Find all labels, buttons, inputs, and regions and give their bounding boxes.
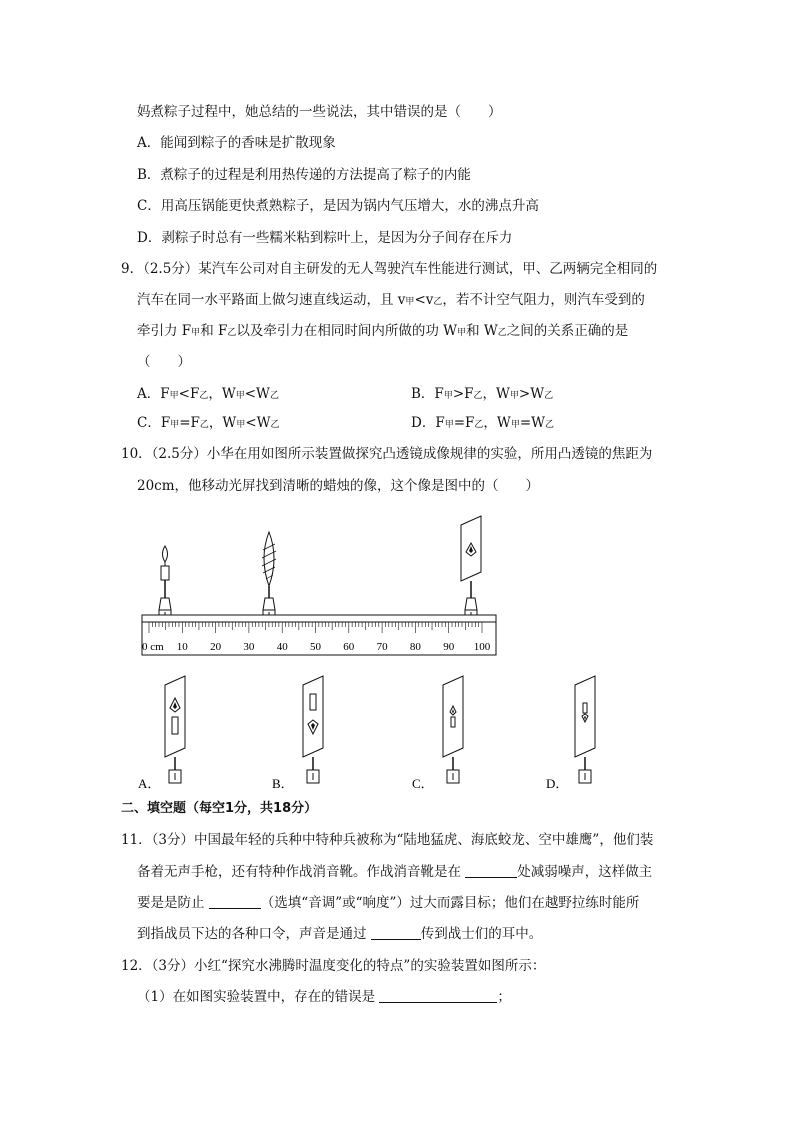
q9-stem-line3: 牵引力 F甲和 F乙以及牵引力在相同时间内所做的功 W甲和 W乙之间的关系正确的是 [137,323,629,339]
answer-blank-1[interactable] [465,863,517,878]
ruler-label: 50 [310,641,321,653]
convex-lens [262,532,276,620]
q8-option-b: B．煮粽子的过程是利用热传递的方法提高了粽子的内能 [137,167,471,183]
q11-stem-line2: 备着无声手枪，还有特种作战消音靴。作战消音靴是在 处减弱噪声，这样做主 [137,864,653,880]
q9-option-d: D．F甲=F乙，W甲=W乙 [411,415,555,431]
answer-blank-4[interactable] [379,988,497,1003]
ruler-label: 0 cm [142,641,164,653]
answer-option-figures [130,670,610,795]
q9-option-c: C．F甲=F乙，W甲<W乙 [137,415,280,431]
q9-stem-line1: 9．（2.5分）某汽车公司对自主研发的无人驾驶汽车性能进行测试，甲、乙两辆完全相同的 [121,261,658,277]
q11-stem-line3: 要是是防止 （选填“音调”或“响度”）过大而露目标；他们在越野拉练时能所 [137,895,640,911]
option-c-figure [443,676,463,783]
option-b-figure [303,676,323,783]
q9-stem-line4: （ ） [137,354,191,370]
q8-stem-continuation: 妈煮粽子过程中，她总结的一些说法，其中错误的是（ ） [137,104,502,120]
light-screen [461,516,481,620]
ruler-label: 10 [176,641,188,653]
ruler-label: 100 [473,641,491,653]
ruler-label: 90 [443,641,455,653]
q9-option-a: A．F甲<F乙，W甲<W乙 [137,386,279,402]
ruler-label: 20 [210,641,222,653]
optical-bench-figure [138,510,508,660]
option-d-figure [575,676,595,783]
q9-stem-line2: 汽车在同一水平路面上做匀速直线运动，且 v甲<v乙，若不计空气阻力，则汽车受到的 [137,292,645,308]
answer-blank-2[interactable] [209,894,261,909]
q9-option-b: B．F甲>F乙，W甲>W乙 [411,386,554,402]
ruler-label: 70 [376,641,388,653]
optical-rail [142,615,496,622]
ruler-label: 60 [343,641,355,653]
q10-stem-line1: 10．（2.5分）小华在用如图所示装置做探究凸透镜成像规律的实验，所用凸透镜的焦距为 [121,446,653,462]
ruler-label: 30 [243,641,255,653]
ruler-label: 40 [276,641,288,653]
ruler-label: 80 [409,641,421,653]
option-c-label: C． [412,776,434,791]
candle [159,546,171,620]
option-b-label: B． [272,776,294,791]
q11-stem-line4: 到指战员下达的各种口令，声音是通过 传到战士们的耳中。 [137,926,543,942]
option-a-label: A． [138,776,161,791]
q8-option-a: A．能闻到粽子的香味是扩散现象 [137,135,336,151]
q8-option-c: C．用高压锅能更快煮熟粽子，是因为锅内气压增大，水的沸点升高 [137,198,539,214]
q10-stem-line2: 20cm，他移动光屏找到清晰的蜡烛的像，这个像是图中的（ ） [137,478,540,494]
section-title: 二、填空题（每空1分，共18分） [121,801,318,816]
q12-subquestion-1: （1）在如图实验装置中，存在的错误是 ； [137,989,511,1005]
option-d-label: D． [546,776,569,791]
q12-stem-line1: 12．（3分）小红“探究水沸腾时温度变化的特点”的实验装置如图所示： [121,958,546,974]
q11-stem-line1: 11．（3分）中国最年轻的兵种中特种兵被称为“陆地猛虎、海底蛟龙、空中雄鹰”，他们装 [121,832,654,848]
q8-option-d: D．剥粽子时总有一些糯米粘到粽叶上，是因为分子间存在斥力 [137,230,513,246]
answer-blank-3[interactable] [371,925,421,940]
option-a-figure [165,676,185,783]
